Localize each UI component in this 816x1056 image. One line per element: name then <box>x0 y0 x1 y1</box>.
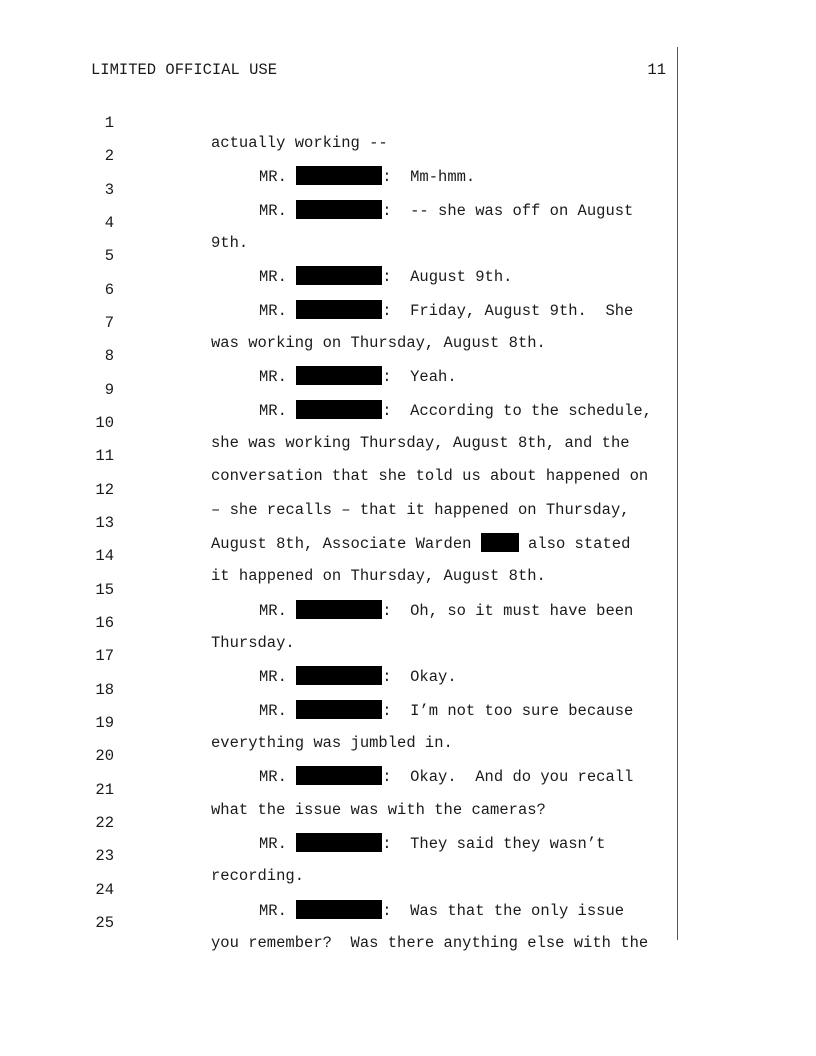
line-number: 18 <box>95 681 114 699</box>
line-text: Thursday. <box>211 634 295 652</box>
line-number: 4 <box>104 214 114 232</box>
line-text: MR. : Was that the only issue <box>259 902 625 920</box>
redaction-box <box>481 533 519 552</box>
line-text: it happened on Thursday, August 8th. <box>211 567 546 585</box>
redaction-box <box>296 300 382 319</box>
line-number: 14 <box>95 547 114 565</box>
line-number: 8 <box>104 347 114 365</box>
line-number: 16 <box>95 614 114 632</box>
line-number: 10 <box>95 414 114 432</box>
transcript-line <box>0 193 249 252</box>
transcript-line <box>0 93 388 152</box>
line-text: MR. : I’m not too sure because <box>259 702 634 720</box>
line-text: MR. : Mm-hmm. <box>259 168 476 186</box>
line-number: 9 <box>104 381 114 399</box>
line-number: 13 <box>95 514 114 532</box>
redaction-box <box>296 766 382 785</box>
line-number: 24 <box>95 881 114 899</box>
line-text: conversation that she told us about happened on <box>211 467 649 485</box>
line-number: 17 <box>95 647 114 665</box>
line-text: everything was jumbled in. <box>211 734 453 752</box>
redaction-box <box>296 833 382 852</box>
line-text: she was working Thursday, August 8th, and the <box>211 434 630 452</box>
line-number: 22 <box>95 814 114 832</box>
line-number: 6 <box>104 281 114 299</box>
redaction-box <box>296 366 382 385</box>
redaction-box <box>296 400 382 419</box>
line-text: what the issue was with the cameras? <box>211 801 546 819</box>
line-text: actually working -- <box>211 134 388 152</box>
line-text: MR. : Okay. <box>259 668 457 686</box>
line-text: MR. : Okay. And do you recall <box>259 768 634 786</box>
page-number: 11 <box>647 61 666 79</box>
line-text: was working on Thursday, August 8th. <box>211 334 546 352</box>
line-number: 21 <box>95 781 114 799</box>
transcript-line <box>0 826 305 885</box>
line-number: 15 <box>95 581 114 599</box>
line-text: MR. : They said they wasn’t <box>259 835 606 853</box>
line-text: August 8th, Associate Warden also stated <box>211 535 631 553</box>
line-number: 11 <box>95 447 114 465</box>
line-number: 7 <box>104 314 114 332</box>
classification-marking: LIMITED OFFICIAL USE <box>91 61 278 79</box>
transcript-line <box>0 593 295 652</box>
redaction-box <box>296 600 382 619</box>
line-text: you remember? Was there anything else with the <box>211 934 649 952</box>
line-number: 12 <box>95 481 114 499</box>
line-text: MR. : According to the schedule, <box>259 402 652 420</box>
line-text: MR. : August 9th. <box>259 268 513 286</box>
line-number: 3 <box>104 181 114 199</box>
redaction-box <box>296 266 382 285</box>
transcript-line <box>0 226 513 286</box>
redaction-box <box>296 666 382 685</box>
redaction-box <box>296 900 382 919</box>
line-text: MR. : Friday, August 9th. She <box>259 302 634 320</box>
line-text: – she recalls – that it happened on Thursday, <box>211 501 630 519</box>
line-number: 25 <box>95 914 114 932</box>
line-text: MR. : -- she was off on August <box>259 202 634 220</box>
line-text: MR. : Oh, so it must have been <box>259 602 634 620</box>
redaction-box <box>296 166 382 185</box>
line-number: 5 <box>104 247 114 265</box>
line-number: 1 <box>104 114 114 132</box>
line-text: recording. <box>211 867 305 885</box>
line-number: 2 <box>104 147 114 165</box>
line-number: 23 <box>95 847 114 865</box>
redaction-box <box>296 200 382 219</box>
line-number: 19 <box>95 714 114 732</box>
line-text: MR. : Yeah. <box>259 368 457 386</box>
right-margin-rule <box>677 47 678 940</box>
line-text: 9th. <box>211 234 249 252</box>
line-number: 20 <box>95 747 114 765</box>
redaction-box <box>296 700 382 719</box>
